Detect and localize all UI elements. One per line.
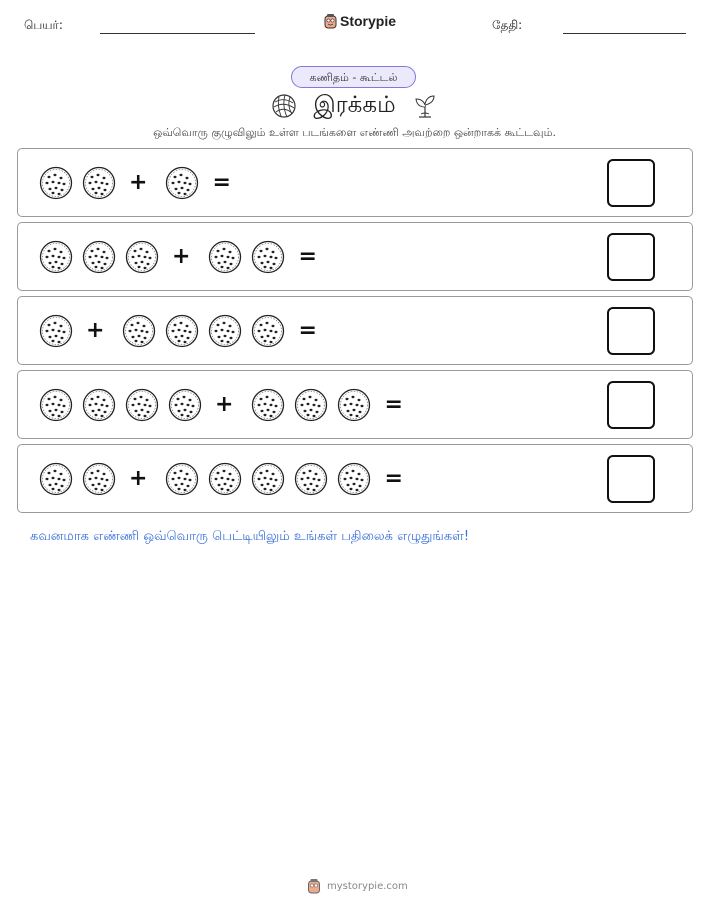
equals-sign: = <box>384 392 403 417</box>
cookie-icon <box>39 388 73 422</box>
name-field[interactable] <box>100 33 255 34</box>
cookie-icon <box>251 240 285 274</box>
cookie-icon <box>82 240 116 274</box>
cookie-icon <box>294 462 328 496</box>
addition-problem <box>17 222 693 291</box>
encouragement-note: கவனமாக எண்ணி ஒவ்வொரு பெட்டியிலும் உங்கள் பதிலைக் எழுதுங்கள்! <box>30 529 470 544</box>
footer <box>307 879 408 894</box>
cookie-icon <box>251 462 285 496</box>
cookie-icon <box>208 462 242 496</box>
cookie-icon <box>82 166 116 200</box>
topic-badge: கணிதம் - கூட்டல் <box>291 66 416 88</box>
addition-problem <box>17 370 693 439</box>
plus-sign: + <box>86 318 105 343</box>
cookie-icon <box>337 462 371 496</box>
cookie-icon <box>165 166 199 200</box>
cookie-icon <box>82 388 116 422</box>
cookie-icon <box>337 388 371 422</box>
cookie-icon <box>39 240 73 274</box>
cookie-icon <box>168 388 202 422</box>
answer-box[interactable] <box>607 233 655 281</box>
equation <box>39 462 421 496</box>
cookie-icon <box>39 314 73 348</box>
page-title: இரக்கம் <box>313 91 396 118</box>
addition-problem <box>17 444 693 513</box>
cookie-icon <box>165 462 199 496</box>
cookie-icon <box>39 462 73 496</box>
problem-list <box>17 148 693 518</box>
cookie-icon <box>82 462 116 496</box>
addition-problem <box>17 296 693 365</box>
answer-box[interactable] <box>607 159 655 207</box>
storypie-mascot-icon <box>324 14 337 29</box>
cookie-icon <box>208 314 242 348</box>
plus-sign: + <box>172 244 191 269</box>
addition-problem <box>17 148 693 217</box>
cookie-icon <box>208 240 242 274</box>
cookie-icon <box>251 314 285 348</box>
cookie-icon <box>39 166 73 200</box>
brand-logo <box>324 13 396 29</box>
plus-sign: + <box>129 170 148 195</box>
equation <box>39 314 335 348</box>
equals-sign: = <box>212 170 231 195</box>
equation <box>39 388 421 422</box>
equals-sign: = <box>298 318 317 343</box>
cookie-icon <box>294 388 328 422</box>
answer-box[interactable] <box>607 307 655 355</box>
date-field[interactable] <box>563 33 686 34</box>
sprout-icon <box>412 93 438 119</box>
brand-name: Storypie <box>340 13 397 29</box>
answer-box[interactable] <box>607 455 655 503</box>
cookie-icon <box>122 314 156 348</box>
cookie-icon <box>125 240 159 274</box>
instruction-text: ஒவ்வொரு குழுவிலும் உள்ள படங்களை எண்ணி அவற்றை ஒன்றாகக் கூட்டவும். <box>153 126 556 139</box>
equals-sign: = <box>384 466 403 491</box>
worksheet-header <box>0 0 709 50</box>
answer-box[interactable] <box>607 381 655 429</box>
plus-sign: + <box>215 392 234 417</box>
footer-site: mystorypie.com <box>327 881 408 892</box>
yarn-ball-icon <box>271 93 297 119</box>
cookie-icon <box>125 388 159 422</box>
equation <box>39 166 249 200</box>
equation <box>39 240 335 274</box>
title-row <box>0 90 709 122</box>
plus-sign: + <box>129 466 148 491</box>
cookie-icon <box>251 388 285 422</box>
cookie-icon <box>165 314 199 348</box>
name-label: பெயர்: <box>24 18 63 32</box>
storypie-mascot-icon <box>307 879 321 894</box>
equals-sign: = <box>298 244 317 269</box>
date-label: தேதி: <box>492 18 523 32</box>
